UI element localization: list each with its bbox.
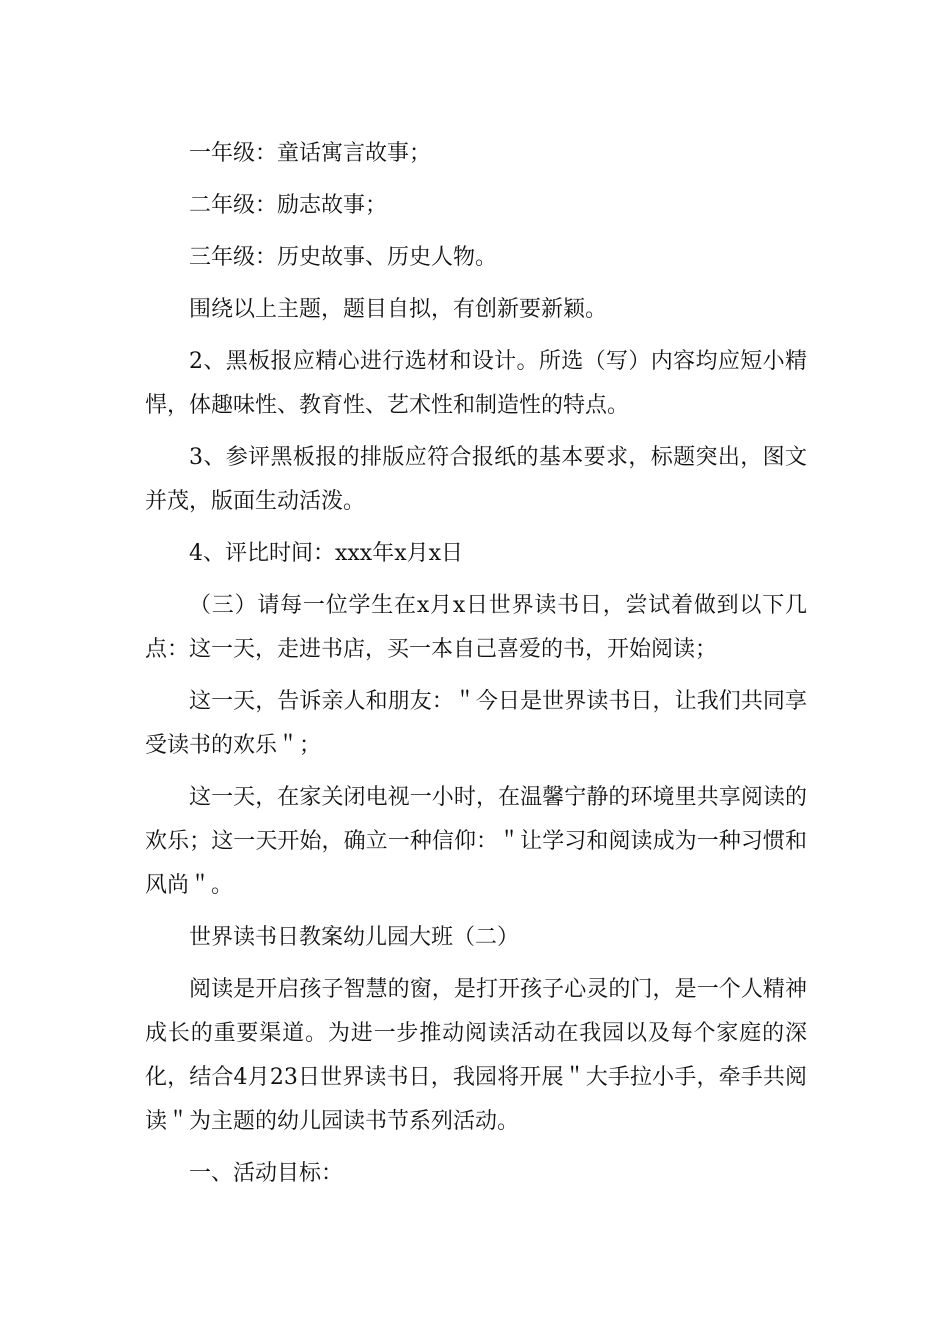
paragraph-item-3: 3、参评黑板报的排版应符合报纸的基本要求，标题突出，图文并茂，版面生动活泼。 bbox=[145, 445, 807, 514]
paragraph-goals-heading: 一、活动目标： bbox=[189, 1161, 344, 1186]
paragraph-tell-family: 这一天，告诉亲人和朋友：＂今日是世界读书日，让我们共同享受读书的欢乐＂； bbox=[145, 689, 807, 758]
paragraph-turn-off-tv: 这一天，在家关闭电视一小时，在温馨宁静的环境里共享阅读的欢乐；这一天开始，确立一种信仰：＂让学习和阅读成为一种习惯和风尚＂。 bbox=[145, 785, 807, 898]
paragraph-grade-2: 二年级：励志故事； bbox=[189, 193, 388, 218]
paragraph-grade-1: 一年级：童话寓言故事； bbox=[189, 141, 432, 166]
paragraph-item-4: 4、评比时间：xxx年x月x日 bbox=[189, 541, 464, 566]
paragraph-intro: 阅读是开启孩子智慧的窗，是打开孩子心灵的门，是一个人精神成长的重要渠道。为进一步推动阅读活动在我园以及每个家庭的深化，结合4月23日世界读书日，我园将开展＂大手拉小手，牵手共阅读＂为主题的幼儿园读书节系列活动。 bbox=[145, 977, 807, 1134]
paragraph-theme-note: 围绕以上主题，题目自拟，有创新要新颖。 bbox=[189, 297, 608, 322]
document-body bbox=[145, 132, 807, 1204]
paragraph-section-3: （三）请每一位学生在x月x日世界读书日，尝试着做到以下几点：这一天，走进书店，买一本自己喜爱的书，开始阅读； bbox=[145, 593, 807, 662]
section-heading: 世界读书日教案幼儿园大班（二） bbox=[189, 925, 520, 950]
paragraph-item-2: 2、黑板报应精心进行选材和设计。所选（写）内容均应短小精悍，体趣味性、教育性、艺术性和制造性的特点。 bbox=[145, 349, 807, 418]
paragraph-grade-3: 三年级：历史故事、历史人物。 bbox=[189, 245, 498, 270]
